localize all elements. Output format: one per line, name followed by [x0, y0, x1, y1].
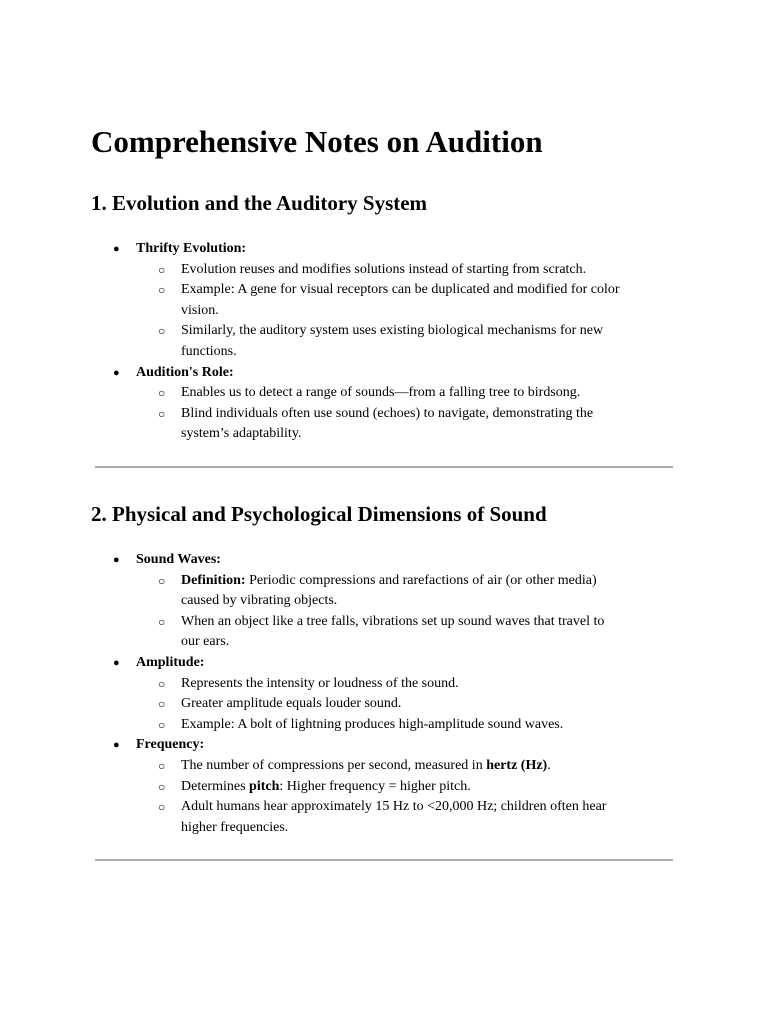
term-pitch: pitch [249, 778, 280, 794]
circle-bullet-icon: ○ [158, 406, 166, 421]
sub-item-text: Similarly, the auditory system uses existing biological mechanisms for new functions. [181, 323, 604, 359]
sub-item [136, 404, 621, 445]
circle-bullet-icon: ○ [158, 676, 166, 691]
sub-item-text: The number of compressions per second, measured in [181, 757, 487, 773]
sub-item [136, 777, 621, 798]
circle-bullet-icon: ○ [158, 386, 166, 401]
sub-item-text: Determines [181, 778, 250, 794]
section-heading: 1. Evolution and the Auditory System [91, 191, 428, 215]
sub-item-text: . [547, 757, 551, 773]
item-label: Amplitude: [136, 654, 205, 670]
sub-item-text: Periodic compressions and rarefactions of air (or other media) caused by vibrating objects. [181, 572, 597, 609]
bullet-icon: ● [113, 656, 120, 669]
section-evolution [91, 189, 691, 445]
bullet-icon: ● [113, 554, 120, 566]
circle-bullet-icon: ○ [158, 614, 166, 629]
sub-item-text: Example: A gene for visual receptors can be duplicated and modified for color vision. [181, 282, 620, 318]
sub-item [136, 797, 621, 838]
bullet-icon: ● [113, 739, 120, 752]
item-label: Sound Waves: [136, 552, 221, 567]
sub-item-text: Greater amplitude equals louder sound. [181, 696, 402, 712]
sub-item-text: Enables us to detect a range of sounds—from a falling tree to birdsong. [181, 385, 581, 401]
sub-item [136, 321, 621, 362]
page-title: Comprehensive Notes on Audition [91, 124, 543, 159]
circle-bullet-icon: ○ [158, 324, 166, 339]
sub-item-text: : Higher frequency = higher pitch. [279, 778, 471, 794]
section-divider [95, 859, 673, 861]
section-sound-dimensions [91, 500, 691, 838]
list-item-thrifty-evolution [91, 239, 691, 363]
sub-item [136, 694, 621, 715]
section-heading: 2. Physical and Psychological Dimensions of Sound [91, 502, 547, 526]
sub-item-text: Represents the intensity or loudness of the sound. [181, 675, 459, 691]
term-definition: Definition: [181, 572, 246, 588]
list-item-sound-waves [91, 550, 691, 653]
term-hertz: hertz (Hz) [486, 757, 548, 773]
sub-item [136, 756, 621, 777]
item-label: Frequency: [136, 737, 205, 753]
sub-item [136, 571, 621, 612]
section-divider [95, 466, 673, 468]
sub-item [136, 674, 621, 695]
sub-item-text: Adult humans hear approximately 15 Hz to <20,000 Hz; children often hear higher frequencies. [181, 799, 607, 835]
circle-bullet-icon: ○ [158, 283, 166, 298]
sub-item [136, 260, 621, 281]
list-item-frequency [91, 735, 691, 838]
list-item-amplitude [91, 653, 691, 735]
sub-item-text: When an object like a tree falls, vibrations set up sound waves that travel to our ears. [181, 613, 605, 650]
circle-bullet-icon: ○ [158, 779, 166, 794]
item-label: Thrifty Evolution: [136, 241, 247, 256]
item-label: Audition's Role: [136, 364, 234, 380]
sub-item [136, 715, 621, 736]
circle-bullet-icon: ○ [158, 800, 166, 815]
sub-item [136, 383, 621, 404]
circle-bullet-icon: ○ [158, 717, 166, 732]
sub-item [136, 612, 621, 653]
bullet-icon: ● [113, 366, 120, 379]
circle-bullet-icon: ○ [158, 697, 166, 712]
circle-bullet-icon: ○ [158, 573, 166, 588]
bullet-icon: ● [113, 243, 120, 255]
sub-item-text: Blind individuals often use sound (echoes) to navigate, demonstrating the system’s adaptability. [181, 405, 594, 442]
circle-bullet-icon: ○ [158, 758, 166, 773]
sub-item-text: Evolution reuses and modifies solutions instead of starting from scratch. [181, 261, 587, 277]
list-item-audition-role [91, 363, 691, 445]
sub-item-text: Example: A bolt of lightning produces high-amplitude sound waves. [181, 716, 564, 732]
circle-bullet-icon: ○ [158, 262, 166, 277]
sub-item [136, 280, 621, 321]
